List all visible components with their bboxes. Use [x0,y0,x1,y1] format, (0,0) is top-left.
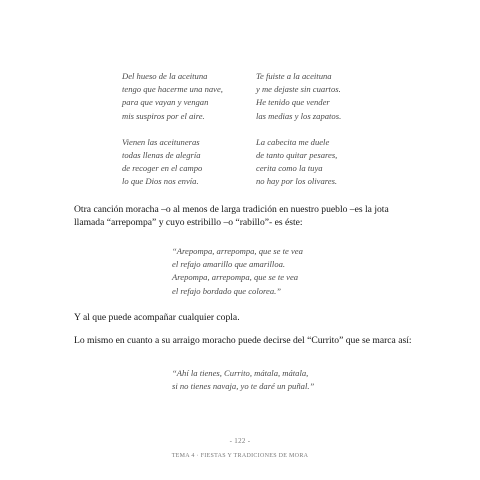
poem-stanza [256,70,341,123]
verse-line: para que vayan y vengan [122,97,209,108]
verse-line: La cabecita me duele [256,136,330,147]
poem-left-column [122,70,223,202]
verse-line: He tenido que vender [256,97,330,108]
page-number: - 122 - [229,437,251,445]
poem-stanza [122,70,223,123]
verse-line: si no tienes navaja, yo te daré un puñal.” [172,381,315,392]
quoted-verse [172,367,314,393]
body-paragraph: Lo mismo en cuanto a su arraigo moracho puede decirse del “Currito” que se marca así: [74,335,412,346]
body-paragraph: Y al que puede acompañar cualquier copla. [74,312,240,323]
verse-line: mis suspiros por el aire. [122,110,205,121]
verse-line: lo que Dios nos envía. [122,176,199,187]
verse-line: “Arepompa, arrepompa, que se te vea [172,246,303,256]
verse-line: no hay por los olivares. [256,176,338,187]
running-footer: TEMA 4 · FIESTAS Y TRADICIONES DE MORA [171,453,309,459]
poem-stanza [122,136,223,189]
verse-line: y me dejaste sin cuartos. [256,84,341,95]
verse-line: Del hueso de la aceituna [122,71,208,81]
verse-line: de tanto quitar pesares, [256,150,338,161]
verse-line: las medias y los zapatos. [256,110,342,121]
verse-line: “Ahí la tienes, Currito, mátala, mátala, [172,368,309,378]
verse-line: Arepompa, arrepompa, que se te vea [172,272,299,283]
poem-stanza [256,136,341,189]
quoted-verse [172,245,303,298]
verse-line: el refajo amarillo que amarilloa. [172,259,286,270]
poem-right-column [256,70,341,202]
verse-line: de recoger en el campo [122,163,203,174]
verse-line: cerita como la tuya [256,163,323,174]
verse-line: todas llenas de alegría [122,150,201,161]
body-paragraph: Otra canción moracha –o al menos de larga tradición en nuestro pueblo –es la jota llamada “arrepompa” y cuyo estribillo –o “rabillo”- es éste: [74,204,389,228]
verse-line: el refajo bordado que colorea.” [172,285,282,296]
verse-line: Te fuiste a la aceituna [256,71,332,81]
verse-line: Vienen las aceituneras [122,136,200,147]
verse-line: tengo que hacerme una nave, [122,84,223,95]
